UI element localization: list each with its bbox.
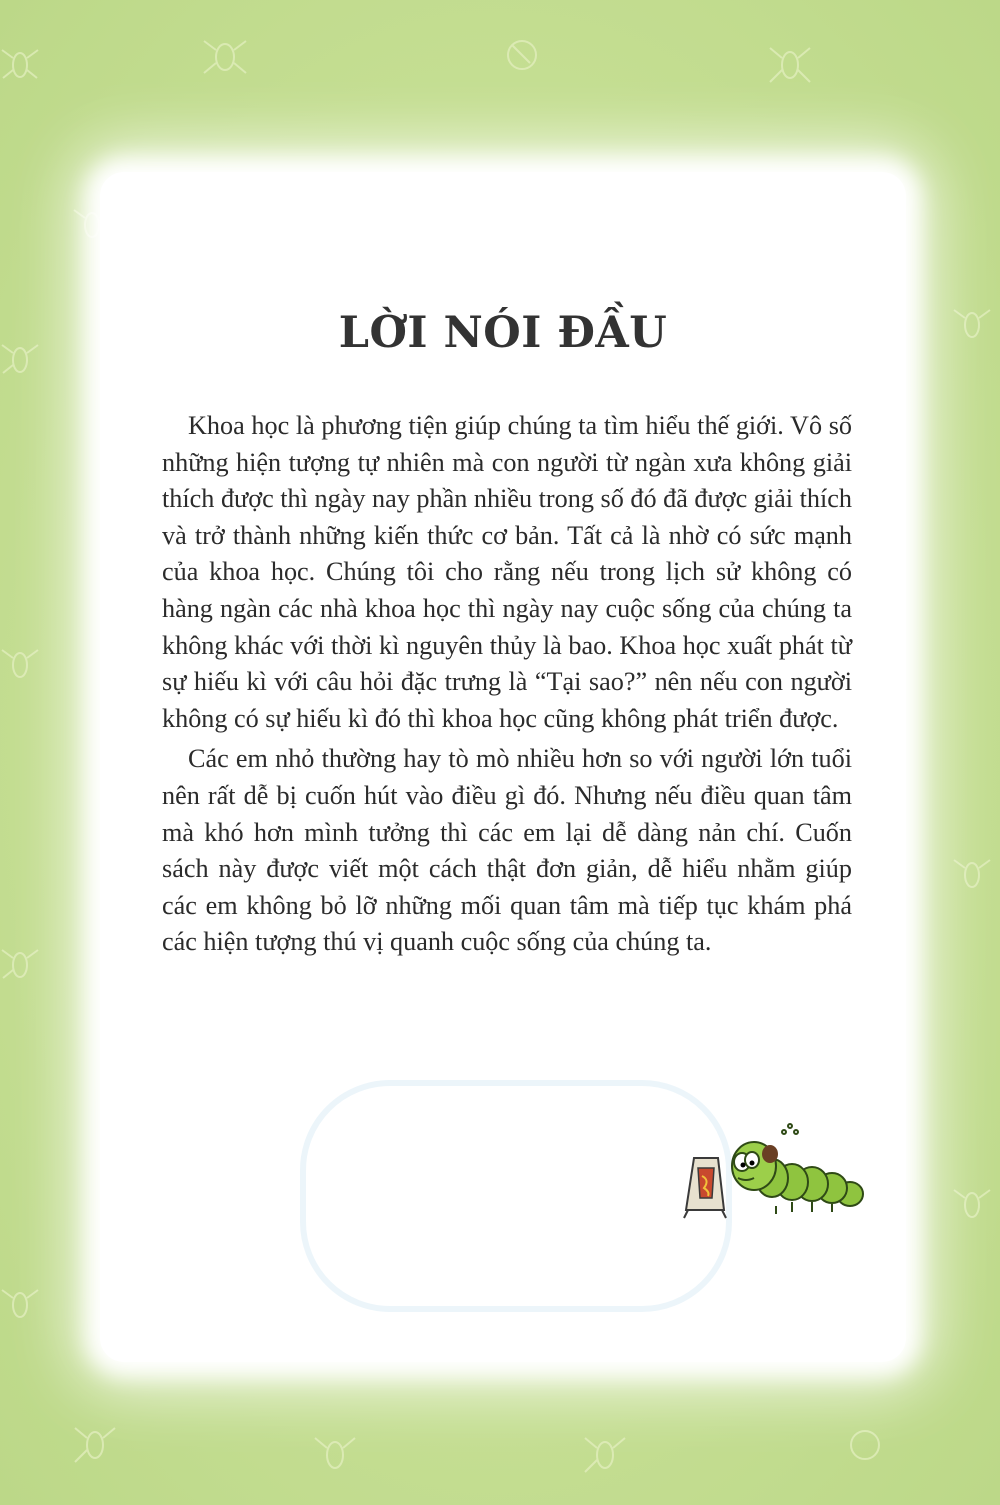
insect-pattern-icon	[0, 1280, 40, 1330]
insect-pattern-icon	[0, 335, 40, 385]
insect-pattern-icon	[200, 35, 250, 80]
caterpillar-icon	[732, 1124, 863, 1214]
preface-body	[162, 408, 852, 961]
paragraph: Khoa học là phương tiện giúp chúng ta tìm hiểu thế giới. Vô số những hiện tượng tự nhiên mà con người từ ngàn xưa không giải thích được thì ngày nay phần nhiều trong số đó đã được giải thích và trở thành những kiến thức cơ bản. Tất cả là nhờ có sức mạnh của khoa học. Chúng tôi cho rằng nếu trong lịch sử không có hàng ngàn các nhà khoa học thì ngày nay cuộc sống của chúng ta không khác với thời kì nguyên thủy là bao. Khoa học xuất phát từ sự hiếu kì với câu hỏi đặc trưng là “Tại sao?” nên nếu con người không có sự hiếu kì đó thì khoa học cũng không phát triển được.	[162, 411, 852, 733]
insect-pattern-icon	[0, 940, 40, 990]
page-heading: LỜI NÓI ĐẦU	[338, 308, 668, 358]
insect-pattern-icon	[500, 35, 544, 75]
insect-pattern-icon	[950, 1180, 995, 1230]
warning-sign-icon	[684, 1158, 726, 1218]
insect-pattern-icon	[70, 1420, 120, 1470]
insect-pattern-icon	[0, 640, 40, 690]
insect-pattern-icon	[0, 40, 40, 90]
insect-pattern-icon	[950, 300, 995, 350]
background-watermark	[300, 1080, 732, 1312]
insect-pattern-icon	[310, 1430, 360, 1480]
insect-pattern-icon	[580, 1430, 630, 1480]
paragraph: Các em nhỏ thường hay tò mò nhiều hơn so với người lớn tuổi nên rất dễ bị cuốn hút vào điều gì đó. Nhưng nếu điều quan tâm mà khó hơn mình tưởng thì các em lại dễ dàng nản chí. Cuốn sách này được viết một cách thật đơn giản, dễ hiểu nhằm giúp các em không bỏ lỡ những mối quan tâm mà tiếp tục khám phá các hiện tượng thú vị quanh cuộc sống của chúng ta.	[162, 744, 852, 957]
insect-pattern-icon	[765, 40, 815, 90]
insect-pattern-icon	[840, 1420, 890, 1470]
insect-pattern-icon	[950, 850, 995, 900]
caterpillar-illustration	[680, 1118, 870, 1223]
